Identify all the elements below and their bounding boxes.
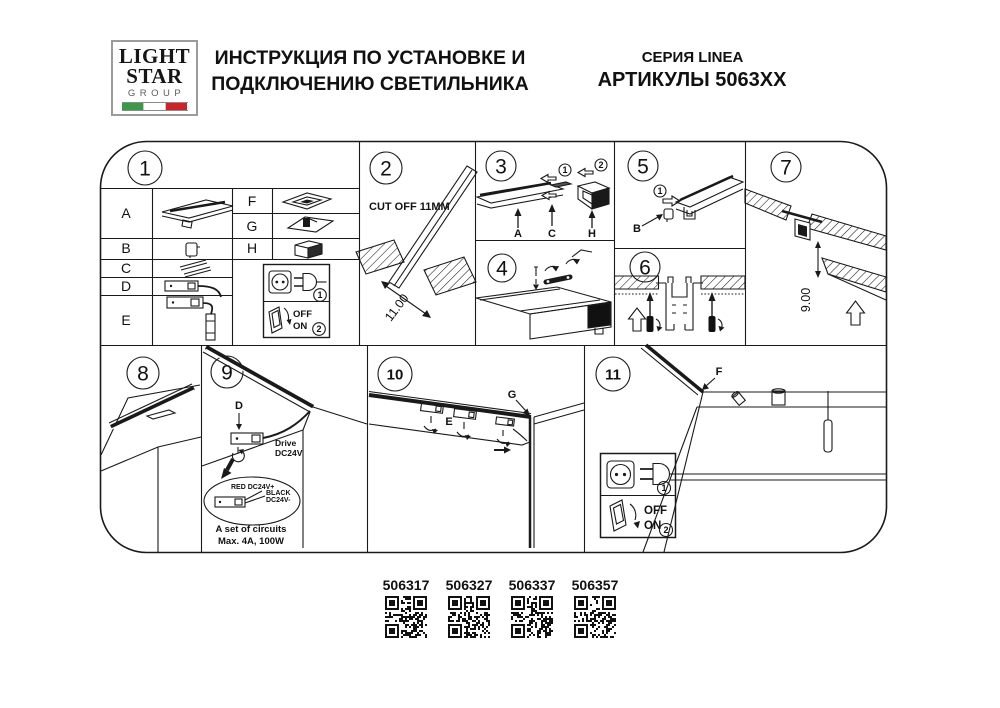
part-b-label: B — [121, 240, 131, 256]
panel-10-drivers-on-ceiling — [369, 357, 584, 548]
pendant-light — [824, 391, 832, 452]
socket-icon — [607, 461, 634, 488]
part-a-profile-drawing — [162, 200, 233, 228]
qr-article-number: 506317 — [382, 577, 430, 593]
part-e-label: E — [121, 312, 131, 328]
part-g-label: G — [246, 218, 258, 234]
panel-11-finished-view — [596, 345, 886, 552]
step-10-number: 10 — [386, 366, 404, 384]
step-3-number: 3 — [495, 155, 507, 179]
switch-off-label: OFF — [293, 309, 312, 320]
part-c-label: C — [120, 260, 132, 276]
cut-dimension: 11.00 — [382, 291, 412, 324]
part-h-endcap-drawing — [295, 241, 322, 258]
plug-icon — [294, 274, 327, 291]
callout-h: H — [588, 228, 596, 240]
part-d-label: D — [120, 278, 132, 294]
step-6-number: 6 — [639, 256, 651, 280]
qr-item — [500, 577, 564, 638]
step-4-number: 4 — [496, 257, 508, 281]
step-7-number: 7 — [780, 156, 792, 180]
logo-light: LIGHT — [118, 44, 191, 68]
qr-code-image — [511, 596, 553, 638]
mark-1: 1 — [657, 186, 663, 196]
switch-off-label: OFF — [644, 505, 667, 517]
part-e-driver-drawing — [167, 297, 215, 340]
mark-switch-step: 2 — [663, 525, 669, 536]
push-up-arrow-icon — [847, 301, 865, 325]
callout-g: G — [507, 389, 517, 401]
part-g-bracket-drawing — [288, 217, 333, 232]
title-line-2: ПОДКЛЮЧЕНИЮ СВЕТИЛЬНИКА — [211, 72, 529, 95]
part-c-strips-drawing — [180, 260, 211, 277]
socket-icon — [269, 271, 291, 293]
recess-depth-dimension: 9.00 — [799, 287, 813, 313]
callout-c: C — [548, 228, 556, 240]
series-label: СЕРИЯ LINEA — [641, 49, 744, 66]
direction-arrow-1-icon — [541, 175, 556, 183]
step-11-number: 11 — [605, 366, 621, 384]
callout-f: F — [715, 366, 723, 378]
direction-arrow-2-icon — [578, 169, 593, 177]
step-1-number: 1 — [139, 157, 151, 181]
panel-7-recessed-mount — [745, 152, 886, 325]
part-b-clip-drawing — [186, 243, 200, 258]
switch-on-label: ON — [644, 520, 662, 532]
step-2-number: 2 — [380, 157, 392, 181]
logo-star: STAR — [126, 63, 183, 88]
spot-light — [731, 391, 745, 406]
part-a-label: A — [121, 205, 131, 221]
surface-cylinder-light — [772, 389, 785, 405]
part-h-label: H — [246, 240, 258, 256]
panel-5-clip — [628, 151, 743, 235]
panel-2-cutoff — [356, 152, 477, 324]
push-up-arrow-icon — [629, 308, 646, 331]
switch-on-label: ON — [293, 321, 308, 332]
callout-a: A — [514, 228, 522, 240]
panel-1-power-legend — [264, 265, 330, 338]
driver-3 — [496, 417, 515, 426]
qr-article-number: 506337 — [508, 577, 556, 593]
panel-6-cross-section — [615, 252, 746, 332]
drive-label-1: Drive — [275, 438, 297, 448]
part-d-driver-drawing — [165, 281, 221, 297]
switch-icon — [269, 307, 292, 333]
qr-code-image — [385, 596, 427, 638]
part-f-recessed-box-drawing — [283, 193, 331, 209]
mark-switch-step: 2 — [316, 324, 322, 335]
wire-black-label-2: DC24V- — [266, 497, 291, 504]
qr-item — [374, 577, 438, 638]
part-f-label: F — [247, 193, 257, 209]
cutoff-note: CUT OFF 11MM — [369, 201, 450, 213]
track-profile-section — [656, 277, 703, 330]
qr-article-number: 506327 — [445, 577, 493, 593]
mark-plug-step: 1 — [317, 290, 323, 301]
mark-2: 2 — [598, 160, 604, 170]
qr-article-number: 506357 — [571, 577, 619, 593]
switch-icon — [610, 500, 640, 531]
circuits-note-1: A set of circuits — [215, 524, 287, 535]
panel-1-parts-table — [101, 151, 360, 346]
callout-d: D — [235, 400, 243, 412]
callout-b: B — [633, 223, 641, 235]
mark-plug-step: 1 — [661, 483, 667, 494]
endcap-drawing — [578, 182, 609, 209]
panel-11-power-legend — [601, 454, 676, 538]
logo-group: GROUP — [127, 88, 186, 100]
panel-9-driver-wiring — [202, 347, 367, 548]
panel-4-joining — [476, 250, 611, 339]
panel-3-assembly — [477, 151, 609, 240]
circuits-note-2: Max. 4A, 100W — [218, 536, 284, 547]
step-5-number: 5 — [637, 155, 649, 179]
mark-1: 1 — [562, 165, 568, 175]
wire-red-label: RED DC24V+ — [231, 484, 275, 491]
qr-item — [437, 577, 501, 638]
articles-label: АРТИКУЛЫ 5063XX — [597, 69, 787, 91]
wire-black-label-1: BLACK — [266, 490, 291, 497]
qr-item — [563, 577, 627, 638]
step-9-number: 9 — [221, 361, 233, 385]
qr-code-image — [448, 596, 490, 638]
panel-8-installed-view — [101, 357, 201, 552]
drive-label-2: DC24V — [275, 448, 303, 458]
qr-code-image — [574, 596, 616, 638]
callout-e: E — [445, 416, 453, 428]
screwdriver-right-icon — [709, 292, 725, 332]
step-8-number: 8 — [137, 362, 149, 386]
title-line-1: ИНСТРУКЦИЯ ПО УСТАНОВКЕ И — [214, 47, 526, 69]
screwdriver-left-icon — [647, 292, 663, 332]
